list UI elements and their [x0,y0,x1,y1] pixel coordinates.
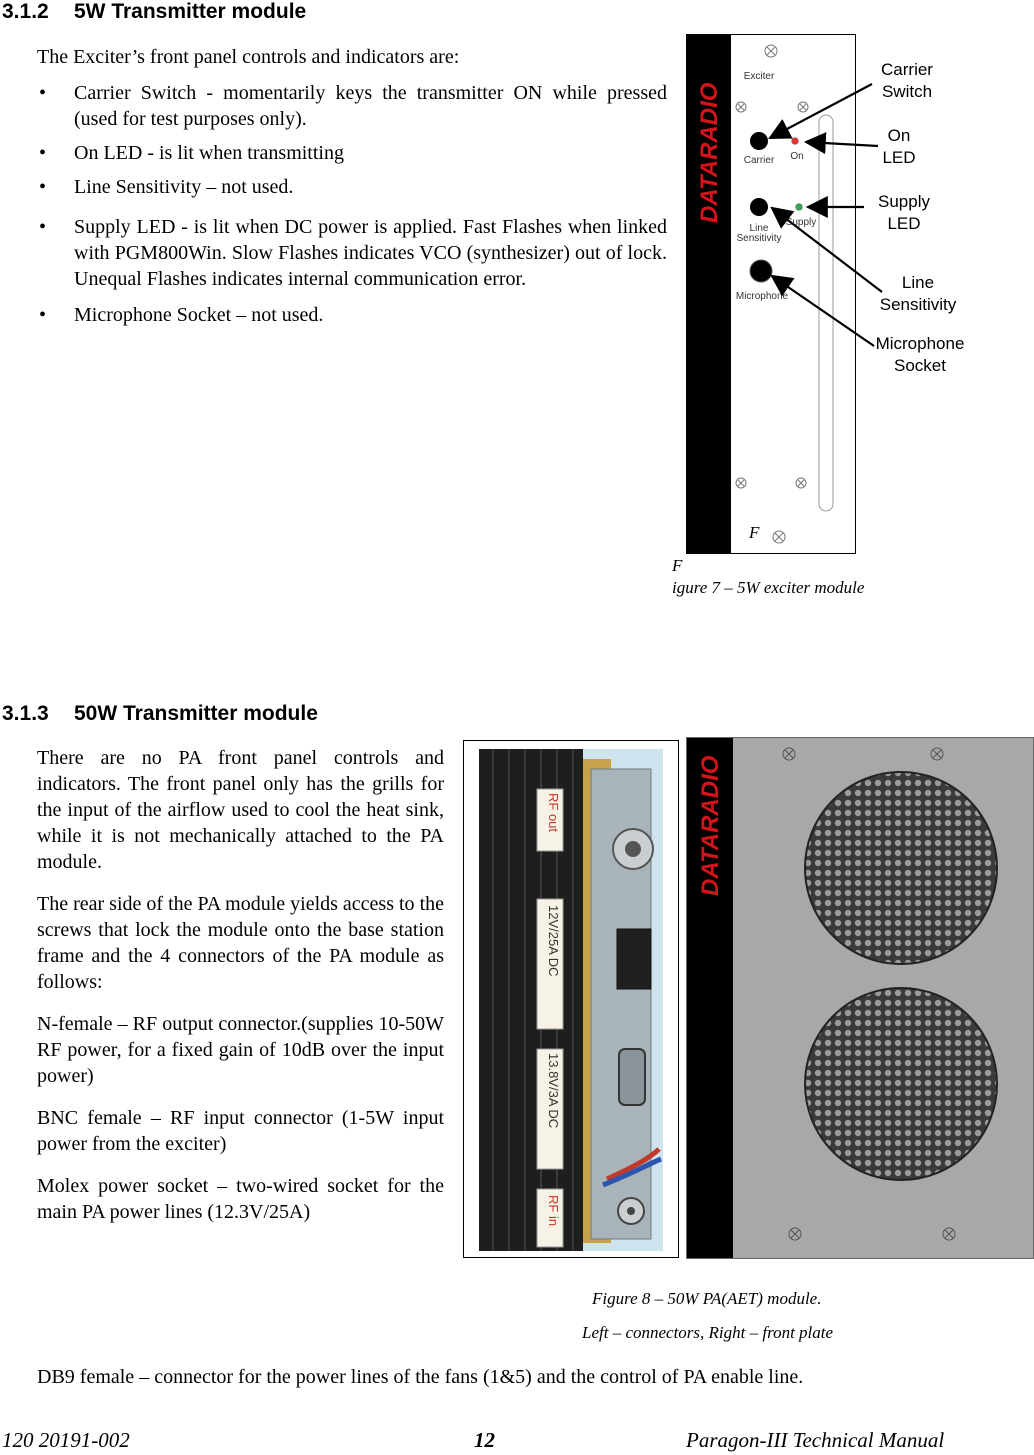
paragraph: BNC female – RF input connector (1-5W input power from the exciter) [37,1107,444,1155]
plate-drawing [733,738,1033,1258]
callout-supply-led: Supply LED [878,192,930,233]
section-number: 3.1.2 [2,0,49,23]
photo-label-13v: 13.8V/3A DC [546,1053,561,1129]
panel-label-f: F [749,523,760,542]
fan-grill-bottom-icon [805,988,997,1180]
panel-label-exciter: Exciter [743,71,775,82]
panel-label-on: On [790,151,804,162]
pa-description [37,745,444,1225]
photo-label-12v: 12V/25A DC [546,905,561,977]
db9-paragraph: DB9 female – connector for the power lines of the fans (1&5) and the control of PA enable line. [37,1366,804,1388]
figure7-caption-line1: F [672,556,683,575]
pa-connectors-photo [463,740,679,1258]
panel-label-microphone: Microphone [735,291,789,302]
paragraph: N-female – RF output connector.(supplies 10-50W RF power, for a fixed gain of 10dB over the input power) [37,1013,444,1087]
callout-line-sensitivity: Line Sensitivity [879,273,957,314]
db9-connector-icon [619,1049,645,1105]
callout-microphone-socket: Microphone Socket [875,334,965,375]
figure8-caption-line1: Figure 8 – 50W PA(AET) module. [592,1289,822,1308]
photo-label-rf-out: RF out [546,793,561,833]
callout-on-led: On LED [882,126,916,167]
heatsink-icon [479,749,583,1251]
photo-label-rf-in: RF in [546,1195,561,1227]
paragraph: The rear side of the PA module yields access to the screws that lock the module onto the base station frame and the 4 connectors of the PA module as follows: [37,893,444,993]
paragraph: Molex power socket – two-wired socket for the main PA power lines (12.3V/25A) [37,1175,444,1223]
list-item: • Line Sensitivity – not used. [37,174,667,200]
section-title: 5W Transmitter module [74,0,307,23]
list-item: • Microphone Socket – not used. [37,302,667,328]
figure7-caption-line2: igure 7 – 5W exciter module [672,578,865,597]
panel-label-supply: Supply [785,217,817,228]
panel-label-carrier: Carrier [743,155,775,166]
callout-carrier-switch: Carrier Switch [881,60,933,101]
paragraph: There are no PA front panel controls and indicators. The front panel only has the grills for the input of the airflow used to cool the heat sink, while it is not mechanically attached to the PA module. [37,747,444,873]
panel-label-line: Line [749,223,769,234]
brand-logo [687,738,733,938]
arrow-carrier-switch [770,84,872,138]
section-title: 50W Transmitter module [74,702,318,725]
brand-logo-text: DATARADIO [696,82,723,223]
section-number: 3.1.3 [2,702,49,725]
pa-front-plate [686,737,1034,1259]
list-item: • On LED - is lit when transmitting [37,140,667,166]
figure8-caption-line2: Left – connectors, Right – front plate [582,1323,834,1342]
arrow-microphone-socket [772,276,874,346]
panel-label-sensitivity: Sensitivity [736,233,782,244]
pa-photo-drawing [479,749,663,1251]
fan-grill-top-icon [805,772,997,964]
footer-doc-number: 120 20191-002 [2,1428,130,1452]
list-item: • Supply LED - is lit when DC power is applied. Fast Flashes when linked with PGM800Win. Slow Flashes indicates VCO (synthesizer) out of lock. Unequal Flashes indicates internal communication error. [37,214,667,292]
footer-page-number: 12 [474,1428,495,1452]
section-heading-50w [2,702,318,726]
list-item: • Carrier Switch - momentarily keys the transmitter ON while pressed (used for test purposes only). [37,80,667,132]
molex-socket-icon [617,929,651,989]
intro-paragraph: The Exciter’s front panel controls and indicators are: [37,46,460,68]
brand-logo-text: DATARADIO [697,755,724,896]
footer-manual-title: Paragon-III Technical Manual [686,1428,945,1452]
